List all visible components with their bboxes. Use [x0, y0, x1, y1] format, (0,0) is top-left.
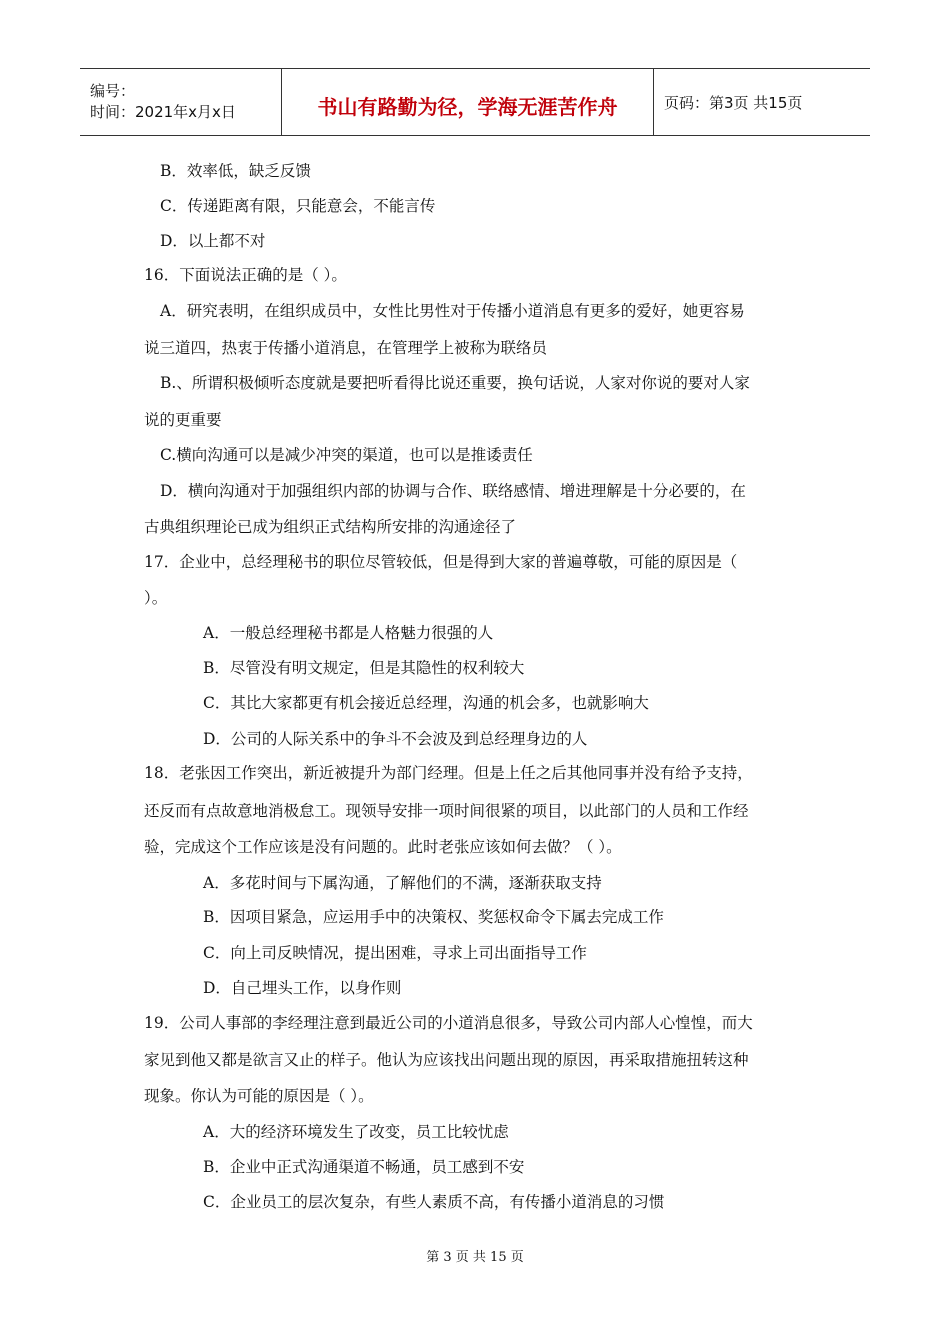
- text-line: B.、所谓积极倾听态度就是要把听看得比说还重要，换句话说，人家对你说的要对人家: [160, 374, 750, 392]
- question-17: 17．企业中，总经理秘书的职位尽管较低，但是得到大家的普遍尊敬，可能的原因是（: [144, 553, 738, 571]
- question-16: 16．下面说法正确的是（ ）。: [144, 266, 347, 284]
- footer-page-number: 第 3 页 共 15 页: [426, 1250, 524, 1265]
- text-line: D．横向沟通对于加强组织内部的协调与合作、联络感情、增进理解是十分必要的，在: [160, 482, 746, 500]
- text-line: D．公司的人际关系中的争斗不会波及到总经理身边的人: [203, 730, 588, 748]
- text-line: 说的更重要: [144, 411, 222, 429]
- text-line: D．自己埋头工作，以身作则: [203, 979, 402, 997]
- text-line: D．以上都不对: [160, 232, 266, 250]
- text-line: B．因项目紧急，应运用手中的决策权、奖惩权命令下属去完成工作: [203, 908, 664, 926]
- text-line: A．大的经济环境发生了改变，员工比较忧虑: [203, 1123, 509, 1141]
- header-motto: 书山有路勤为径，学海无涯苦作舟: [317, 94, 618, 119]
- text-line: 古典组织理论已成为组织正式结构所安排的沟通途径了: [144, 518, 517, 536]
- text-line: C.横向沟通可以是减少冲突的渠道，也可以是推诿责任: [160, 446, 533, 464]
- document-date-label: 时间：2021年x月x日: [90, 103, 236, 121]
- header-page-cell: [654, 69, 870, 135]
- text-line: 还反而有点故意地消极怠工。现领导安排一项时间很紧的项目，以此部门的人员和工作经: [144, 802, 749, 820]
- page-footer: [0, 1246, 950, 1265]
- question-18: 18．老张因工作突出，新近被提升为部门经理。但是上任之后其他同事并没有给予支持，: [144, 764, 753, 782]
- text-line: 验，完成这个工作应该是没有问题的。此时老张应该如何去做？（ ）。: [144, 838, 622, 856]
- text-line: B．尽管没有明文规定，但是其隐性的权利较大: [203, 659, 525, 677]
- question-19: 19．公司人事部的李经理注意到最近公司的小道消息很多，导致公司内部人心惶惶，而大: [144, 1014, 753, 1032]
- text-line: 现象。你认为可能的原因是（ ）。: [144, 1087, 374, 1105]
- text-line: B．效率低，缺乏反馈: [160, 162, 311, 180]
- header-meta-cell: [80, 69, 282, 135]
- text-line: C．其比大家都更有机会接近总经理，沟通的机会多，也就影响大: [203, 694, 649, 712]
- text-line: B．企业中正式沟通渠道不畅通，员工感到不安: [203, 1158, 525, 1176]
- text-line: 家见到他又都是欲言又止的样子。他认为应该找出问题出现的原因，再采取措施扭转这种: [144, 1051, 749, 1069]
- text-line: C．向上司反映情况，提出困难，寻求上司出面指导工作: [203, 944, 587, 962]
- header-page-number: 页码：第3页 共15页: [664, 93, 803, 112]
- text-line: 说三道四，热衷于传播小道消息，在管理学上被称为联络员: [144, 339, 548, 357]
- document-number-label: 编号：: [90, 82, 136, 100]
- text-line: A．研究表明，在组织成员中，女性比男性对于传播小道消息有更多的爱好，她更容易: [160, 302, 745, 320]
- page-header: [80, 68, 870, 136]
- header-motto-cell: [282, 69, 654, 135]
- text-line: A．多花时间与下属沟通，了解他们的不满，逐渐获取支持: [203, 874, 602, 892]
- text-line: C．传递距离有限，只能意会，不能言传: [160, 197, 436, 215]
- text-line: C．企业员工的层次复杂，有些人素质不高，有传播小道消息的习惯: [203, 1193, 665, 1211]
- text-line: ）。: [144, 589, 168, 607]
- text-line: A．一般总经理秘书都是人格魅力很强的人: [203, 624, 494, 642]
